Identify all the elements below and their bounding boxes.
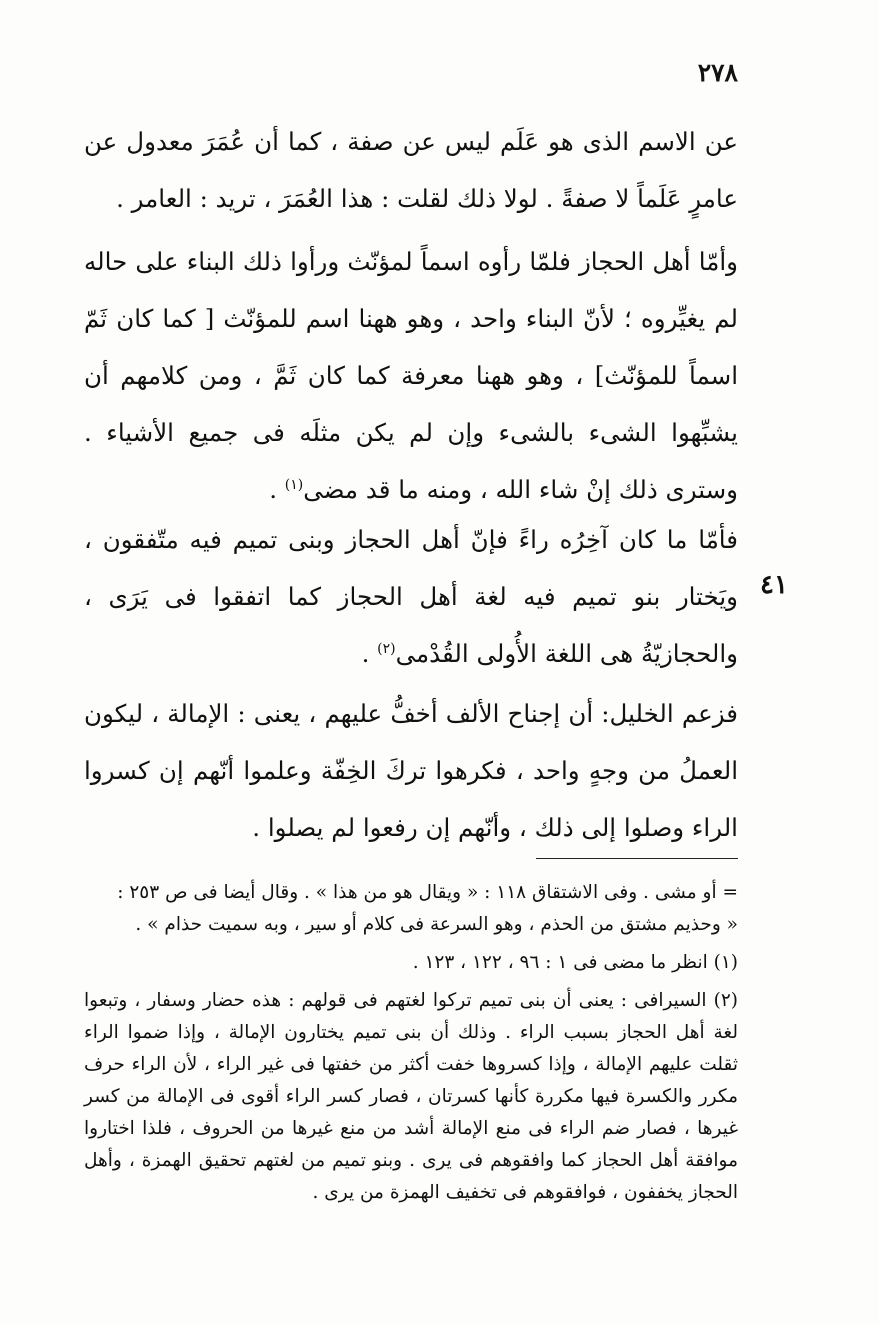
- paragraph-text-main: فأمّا ما كان آخِرُه راءً فإنّ أهل الحجاز وبنى تميم فيه متّفقون ، ويَختار بنو تميم فيه لغة أهل الحجاز كما اتفقوا فى يَرَى ، والحجازيّةُ هى اللغة الأُولى القُدْمى: [84, 525, 738, 668]
- footnote-ref-2: (٢): [377, 640, 396, 657]
- footnote-ref-1: (١): [284, 476, 304, 493]
- footnotes: [84, 877, 738, 1209]
- paragraph-text: فزعم الخليل: أن إجناح الألف أخفُّ عليهم ، يعنى : الإمالة ، ليكون العملُ من وجهٍ واحد ، فكرهوا تركَ الخِفّة وعلموا أنّهم إن كسروا الراء وصلوا إلى ذلك ، وأنّهم إن رفعوا لم يصلوا .: [84, 699, 738, 842]
- footnote-2: (٢) السيرافى : يعنى أن بنى تميم تركوا لغتهم فى قولهم : هذه حضار وسفار ، وتبعوا لغة أهل الحجاز بسبب الراء . وذلك أن بنى تميم يختارون الإمالة ، وإذا ضموا الراء ثقلت عليهم الإمالة ، وإذا كسروها خفت أكثر من خفتها فى غير الراء ، لأن الراء حرف مكرر والكسرة فيها مكررة كأنها كسرتان ، فصار كسر الراء أقوى فى الإمالة من كسر غيرها ، فصار ضم الراء فى منع الإمالة أشد من منع غيرها من الحروف ، فلذا اختاروا موافقة أهل الحجاز كما وافقوهم فى يرى . وبنو تميم من لغتهم تحقيق الهمزة ، وأهل الحجاز يخففون ، فوافقوهم فى تخفيف الهمزة من يرى .: [84, 990, 738, 1203]
- body-paragraph-2: [84, 233, 738, 518]
- body-paragraph-3: [84, 511, 738, 682]
- footnote-continuation-line-2: « وحذيم مشتق من الحذم ، وهو السرعة فى كلام أو سير ، وبه سميت حذام » .: [135, 914, 738, 935]
- body-paragraph-1: [84, 113, 738, 227]
- paragraph-text: عن الاسم الذى هو عَلَم ليس عن صفة ، كما أن عُمَرَ معدول عن عامرٍ عَلَماً لا صفةً . لولا ذلك لقلت : هذا العُمَرَ ، تريد : العامر .: [84, 127, 738, 213]
- paragraph-text-main: وأمّا أهل الحجاز فلمّا رأوه اسماً لمؤنّث ورأوا ذلك البناء على حاله لم يغيِّروه ؛ لأنّ البناء واحد ، وهو ههنا اسم للمؤنّث [ كما كان ثَمّ اسماً للمؤنّث] ، وهو ههنا معرفة كما كان ثَمَّ ، ومن كلامهم أن يشبِّهوا الشىء بالشىء وإن لم يكن مثلَه فى جميع الأشياء . وسترى ذلك إنْ شاء الله ، ومنه ما قد مضى: [84, 247, 738, 504]
- footnote-1: (١) انظر ما مضى فى ١ : ٩٦ ، ١٢٢ ، ١٢٣ .: [412, 952, 738, 973]
- paragraph-text: وأمّا أهل الحجاز فلمّا رأوه اسماً لمؤنّث ورأوا ذلك البناء على حاله لم يغيِّروه ؛ لأنّ البناء واحد ، وهو ههنا اسم للمؤنّث [ كما كان ثَمّ اسماً للمؤنّث] ، وهو ههنا معرفة كما كان ثَمَّ ، ومن كلامهم أن يشبِّهوا الشىء بالشىء وإن لم يكن مثلَه فى جميع الأشياء . وسترى ذلك إنْ شاء الله ، ومنه ما قد مضى$^{(١)}$ .: [84, 247, 738, 504]
- margin-page-number: ٤١: [760, 570, 788, 600]
- paragraph-text: فأمّا ما كان آخِرُه راءً فإنّ أهل الحجاز وبنى تميم فيه متّفقون ، ويَختار بنو تميم فيه لغة أهل الحجاز كما اتفقوا فى يَرَى ، والحجازيّةُ هى اللغة الأُولى القُدْمى$^{(٢)}$ .: [84, 525, 738, 668]
- body-paragraph-4: [84, 685, 738, 856]
- footnote-continuation-line-1: = أو مشى . وفى الاشتقاق ١١٨ : « ويقال هو من هذا » . وقال أيضا فى ص ٢٥٣ :: [117, 882, 738, 903]
- footnote-separator: [536, 858, 738, 859]
- page-number: ٢٧٨: [697, 58, 738, 87]
